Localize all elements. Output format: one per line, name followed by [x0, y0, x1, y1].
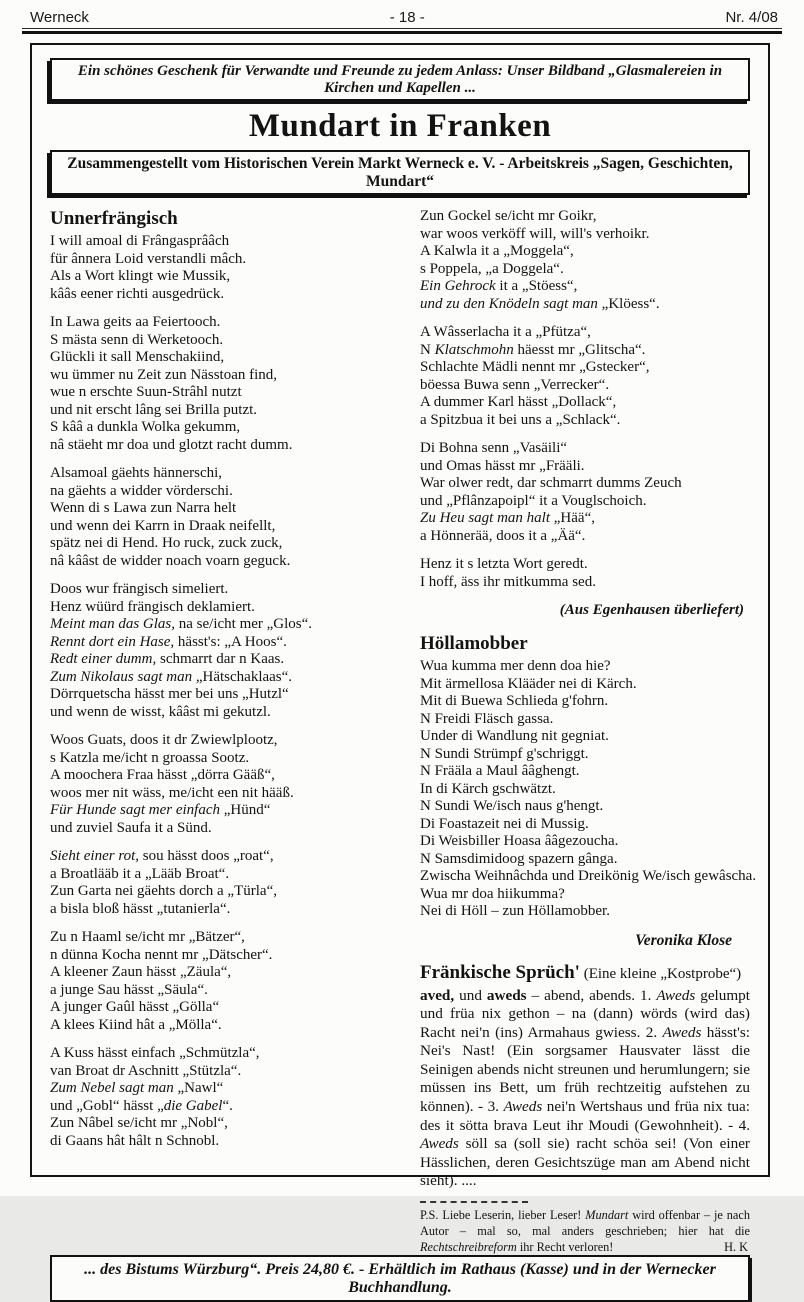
poem-line — [420, 296, 750, 314]
poem-line — [420, 903, 750, 921]
text-run: nâ stäeht mr doa und glotzt racht dumm. — [50, 436, 293, 453]
poem-line — [420, 798, 750, 816]
poem-line — [420, 359, 750, 377]
stanza — [420, 658, 757, 921]
text-run: Wua kumma mer denn doa hie? — [420, 658, 611, 674]
text-run: spätz nei di Hend. Ho ruck, zuck zuck, — [50, 535, 283, 551]
poem-line — [420, 763, 750, 781]
text-run: „Hää“, — [553, 510, 595, 526]
text-run: hässt's: Nei's Nast! (Ein sorgsamer Hausvater lässt die Seinigen abends nicht streunen und herumlungern; sie müssen ins Bett, um früh rechtzeitig aufstehen zu können). - 3. — [420, 1023, 750, 1116]
text-run: wird offenbar – je nach Autor – mal so, mal anders geschrieben; hier hat die — [420, 1208, 751, 1238]
text-run: nei'n Wertshaus und früa nix tua: des it sötta brava Leut ihr Moudi (Gewohnheit). - 4. — [420, 1098, 750, 1134]
text-run: A junger Gaûl hässt „Gölla“ — [50, 999, 220, 1015]
text-run: „Klöess“. — [601, 295, 660, 312]
poem-line — [50, 384, 408, 402]
poem-line — [50, 367, 408, 385]
poem-line — [50, 419, 408, 437]
poem-line — [50, 535, 408, 553]
text-run: a junge Sau hässt „Säula“. — [50, 981, 208, 998]
text-run: Wua mr doa hiikumma? — [420, 885, 565, 902]
masthead — [0, 0, 804, 26]
poem-line — [50, 1017, 408, 1035]
text-run: für ânnera Loid verstandli mâch. — [50, 250, 247, 267]
poem-line — [420, 377, 750, 395]
text-run: N — [420, 341, 435, 358]
poem-line — [50, 802, 408, 820]
text-run: häesst mr „Glitscha“. — [513, 341, 646, 358]
poem2-heading: Höllamobber — [420, 633, 528, 654]
stanza — [50, 581, 408, 721]
text-run: ihr Recht verloren! — [516, 1239, 614, 1254]
text-run: Henz it s letzta Wort geredt. — [420, 556, 588, 572]
stanza — [420, 324, 750, 429]
poem2-author: Veronika Klose — [635, 931, 732, 949]
poem-line — [50, 767, 408, 785]
text-run: S kââ a dunkla Wolka gekumm, — [50, 419, 241, 435]
poem-line — [50, 947, 408, 965]
stanza — [50, 1045, 408, 1150]
poem-line — [50, 732, 408, 750]
stanza — [50, 465, 408, 570]
text-run: nâ kââst de widder noach voarn geguck. — [50, 552, 291, 569]
text-run: na gäehts a widder vörderschi. — [50, 482, 233, 499]
text-run: und Omas hässt mr „Frääli. — [420, 457, 585, 474]
text-run: Meint man das Glas, — [50, 616, 175, 632]
stanza — [50, 848, 408, 918]
text-run: Nei di Höll – zun Höllamobber. — [420, 903, 610, 919]
text-run: – abend, abends. 1. — [526, 986, 657, 1004]
ps-divider — [420, 1201, 528, 1203]
stanza — [420, 556, 750, 591]
masthead-issue-number: Nr. 4/08 — [725, 9, 778, 26]
text-run: und „Pflânzapoipl“ it a Vouglschoich. — [420, 492, 647, 509]
poem-line — [50, 437, 408, 455]
poem-line — [420, 851, 750, 869]
poem-line — [50, 1098, 408, 1116]
text-run: „Hätschaklaas“. — [195, 668, 293, 685]
text-run: Zwischa Weihnâchda und Dreikönig We/isch gewâscha. — [420, 868, 757, 884]
poem-line — [420, 324, 750, 342]
text-run: Zum Nebel sagt man — [50, 1080, 178, 1096]
poem-line — [420, 658, 750, 676]
text-run: a bisla bloß hässt „tutanierla“. — [50, 900, 231, 917]
text-run: Rennt dort ein Hase, — [50, 633, 175, 650]
masthead-page-number: - 18 - — [389, 9, 425, 26]
text-run: und zu den Knödeln sagt man — [420, 295, 602, 312]
text-run: Under di Wandlung nit gegniat. — [420, 728, 609, 744]
text-run: Alsamoal gäehts hännerschi, — [50, 465, 223, 481]
sprueche-paragraph — [420, 987, 750, 1192]
text-run: na se/icht mer „Glos“. — [175, 616, 313, 632]
text-run: S mästa senn di Werketooch. — [50, 331, 224, 348]
poem-line — [50, 251, 408, 269]
poem-line — [50, 704, 408, 722]
text-run: Zun Garta nei gäehts dorch a „Türla“, — [50, 883, 277, 899]
content-frame — [30, 43, 770, 1297]
text-run: Ein Gehrock — [420, 278, 496, 294]
text-run: N Samsdimidoog spazern gânga. — [420, 850, 618, 867]
text-run: Sieht einer rot, — [50, 848, 140, 864]
text-run: A klees Kiind hât a „Mölla“. — [50, 1016, 222, 1033]
text-run: n dünna Kocha nennt mr „Dätscher“. — [50, 946, 273, 963]
text-run: Für Hunde sagt mer einfach — [50, 802, 224, 818]
text-run: s Katzla me/icht n groassa Sootz. — [50, 749, 250, 766]
masthead-rule-thin — [22, 28, 782, 29]
poem-line — [420, 868, 757, 886]
ps-initials: H. K — [724, 1239, 748, 1254]
text-run: Zun Gockel se/icht mr Goikr, — [420, 208, 597, 224]
stanza — [420, 208, 750, 313]
poem-line — [420, 886, 750, 904]
text-run: sou hässt doos „roat“, — [139, 848, 274, 864]
poem-line — [50, 686, 408, 704]
poem-line — [50, 669, 408, 687]
poem-line — [50, 1133, 408, 1151]
footer-banner: ... des Bistums Würzburg“. Preis 24,80 €. - Erhältlich im Rathaus (Kasse) und in der Wernecker Buchhandlung. — [50, 1255, 750, 1302]
poem-line — [50, 820, 408, 838]
text-run: und wenn dei Karrn in Draak neifellt, — [50, 517, 276, 534]
poem-line — [420, 711, 750, 729]
text-run: Wenn di s Lawa zun Narra helt — [50, 500, 237, 516]
stanza — [50, 732, 408, 837]
text-run: Schlachte Mädli nennt mr „Gstecker“, — [420, 359, 650, 375]
text-run: N Freidi Fläsch gassa. — [420, 710, 554, 727]
sprueche-heading-row — [420, 960, 750, 985]
masthead-location: Werneck — [30, 9, 89, 26]
text-columns — [50, 208, 757, 1255]
text-run: Als a Wort klingt wie Mussik, — [50, 268, 231, 284]
text-run: Dörrquetscha hässt mer bei uns „Hutzl“ — [50, 686, 289, 702]
text-run: böessa Buwa senn „Verrecker“. — [420, 376, 610, 393]
top-banner: Ein schönes Geschenk für Verwandte und Freunde zu jedem Anlass: Unser Bildband „Glasmalereien in Kirchen und Kapellen ... — [50, 58, 750, 101]
text-run: van Broat dr Aschnitt „Stützla“. — [50, 1062, 242, 1079]
text-run: “. — [222, 1097, 233, 1114]
text-run: Aweds — [503, 1098, 543, 1116]
poem-line — [50, 349, 408, 367]
text-run: und wenn de wisst, kââst mi gekutzl. — [50, 703, 271, 720]
text-run: und — [454, 986, 487, 1004]
poem-line — [50, 848, 408, 866]
stanza — [50, 929, 408, 1034]
text-run: Mundart — [585, 1208, 629, 1223]
poem1-left-stanzas — [50, 233, 408, 1150]
text-run: söll sa (soll sie) racht schöa sei! (Von einer Hässlichen, deren Gesichtszüge man am Abend nicht sieht). .... — [420, 1135, 750, 1190]
text-run: a Broatlääb it a „Lääb Broat“. — [50, 865, 230, 882]
text-run: Klatschmohn — [434, 341, 514, 358]
text-run: hässt's: „A Hoos“. — [174, 633, 287, 650]
poem-line — [420, 833, 750, 851]
text-run: Rechtschreibreform — [420, 1239, 517, 1254]
poem-line — [420, 728, 750, 746]
poem-line — [50, 785, 408, 803]
poem-line — [420, 208, 750, 226]
poem-line — [50, 964, 408, 982]
text-run: Zu Heu sagt man halt — [420, 510, 554, 526]
poem-line — [50, 332, 408, 350]
text-run: und zuviel Saufa it a Sünd. — [50, 819, 212, 836]
poem-line — [50, 268, 408, 286]
text-run: it a „Stöess“, — [495, 278, 578, 294]
text-run: Zu n Haaml se/icht mr „Bätzer“, — [50, 929, 245, 945]
poem-line — [420, 676, 750, 694]
poem-line — [50, 982, 408, 1000]
poem-line — [420, 556, 750, 574]
poem-line — [420, 746, 750, 764]
poem-line — [420, 693, 750, 711]
text-run: Zum Nikolaus sagt man — [50, 668, 196, 685]
text-run: A moochera Fraa hässt „dörra Gääß“, — [50, 767, 275, 783]
text-run: aved, — [420, 986, 455, 1004]
poem2-stanzas — [420, 658, 757, 921]
poem-line — [50, 901, 408, 919]
poem-line — [50, 581, 408, 599]
text-run: N Sundi Strümpf g'schriggt. — [420, 745, 589, 762]
text-run: und „Gobl“ hässt „ — [50, 1097, 164, 1114]
text-run: aweds — [486, 986, 527, 1004]
text-run: a Hönnerää, doos it a „Ää“. — [420, 527, 586, 544]
poem-line — [50, 402, 408, 420]
poem-line — [50, 883, 408, 901]
poem-line — [50, 599, 408, 617]
poem-line — [420, 510, 750, 528]
sprueche-heading: Fränkische Sprüch' — [420, 961, 580, 983]
poem-line — [50, 634, 408, 652]
text-run: N Sundi We/isch naus g'hengt. — [420, 798, 604, 814]
text-run: P.S. Liebe Leserin, lieber Leser! — [420, 1208, 586, 1223]
text-run: In Lawa geits aa Feiertooch. — [50, 314, 221, 330]
poem-line — [420, 342, 750, 360]
text-run: Mit di Buewa Schlieda g'fohrn. — [420, 693, 609, 709]
text-run: In di Kärch gschwätzt. — [420, 780, 556, 797]
text-run: woos mer nit wäss, me/icht een nit hääß. — [50, 784, 294, 801]
text-run: Mit ärmellosa Klääder nei di Kärch. — [420, 675, 637, 692]
stanza — [50, 233, 408, 303]
text-run: Aweds — [662, 1023, 702, 1041]
sprueche-subheading: (Eine kleine „Kostprobe“) — [579, 965, 742, 982]
poem1-right-stanzas — [420, 208, 750, 591]
poem-line — [50, 866, 408, 884]
text-run: und nit erscht lâng sei Brilla putzt. — [50, 401, 258, 418]
poem-line — [50, 616, 408, 634]
poem-line — [50, 314, 408, 332]
text-run: wu ümmer nu Zeit zun Nässtoan find, — [50, 366, 278, 383]
text-run: A Kalwla it a „Moggela“, — [420, 243, 574, 259]
ps-text — [420, 1208, 750, 1254]
text-run: Doos wur frängisch simeliert. — [50, 581, 229, 597]
text-run: A kleener Zaun hässt „Zäula“, — [50, 964, 232, 980]
poem-line — [50, 999, 408, 1017]
poem-line — [420, 278, 750, 296]
masthead-rule-thick — [22, 31, 782, 34]
poem-line — [50, 483, 408, 501]
text-run: wue n erschte Suun-Strâhl nutzt — [50, 384, 242, 400]
poem-line — [420, 781, 750, 799]
text-run: War olwer redt, dar schmarrt dumms Zeuch — [420, 475, 682, 491]
text-run: A Kuss hässt einfach „Schmützla“, — [50, 1045, 260, 1061]
poem-line — [420, 412, 750, 430]
text-run: N Frääla a Maul ââghengt. — [420, 763, 580, 779]
poem-line — [420, 475, 750, 493]
poem-line — [50, 553, 408, 571]
poem-line — [50, 233, 408, 251]
poem-line — [420, 440, 750, 458]
text-run: Aweds — [656, 986, 696, 1004]
text-run: I hoff, äss ihr mitkumma sed. — [420, 573, 596, 590]
left-column — [50, 208, 408, 1161]
right-column — [420, 208, 757, 1255]
poem-line — [50, 465, 408, 483]
poem-line — [420, 226, 750, 244]
text-run: A Wâsserlacha it a „Pfütza“, — [420, 324, 591, 340]
poem-line — [420, 261, 750, 279]
text-run: Glückli it sall Menschakiind, — [50, 349, 225, 365]
poem-line — [50, 500, 408, 518]
poem-line — [50, 518, 408, 536]
ps-note — [420, 1208, 750, 1255]
poem1-attribution: (Aus Egenhausen überliefert) — [559, 602, 744, 618]
poem-line — [420, 458, 750, 476]
poem-line — [420, 394, 750, 412]
poem-line — [50, 1080, 408, 1098]
poem-line — [50, 1115, 408, 1133]
poem-line — [50, 1063, 408, 1081]
text-run: a Spitzbua it bei uns a „Schlack“. — [420, 411, 621, 428]
subtitle-banner: Zusammengestellt vom Historischen Verein Markt Werneck e. V. - Arbeitskreis „Sagen, Geschichten, Mundart“ — [50, 150, 750, 195]
text-run: Woos Guats, doos it dr Zwiewlplootz, — [50, 732, 278, 748]
text-run: gelumpt und früa nix gethon – na (dann) wörds (wird das) Racht nei'n (ins) Armahaus gwiess. 2. — [420, 986, 750, 1041]
text-run: Henz wüürd frängisch deklamiert. — [50, 598, 255, 615]
page-title: Mundart in Franken — [248, 108, 552, 144]
stanza — [50, 314, 408, 454]
text-run: Di Weisbiller Hoasa ââgezoucha. — [420, 833, 619, 849]
text-run: „Hünd“ — [223, 802, 271, 818]
text-run: A dummer Karl hässt „Dollack“, — [420, 394, 617, 410]
poem-line — [50, 286, 408, 304]
text-run: schmarrt dar n Kaas. — [156, 651, 285, 667]
text-run: I will amoal di Frângasprââch — [50, 233, 230, 249]
poem-line — [50, 750, 408, 768]
text-run: war woos verköff will, will's verhoikr. — [420, 225, 650, 242]
poem1-heading: Unnerfrängisch — [50, 208, 178, 229]
text-run: Zun Nâbel se/icht mr „Nobl“, — [50, 1115, 228, 1131]
text-run: „Nawl“ — [177, 1080, 224, 1096]
text-run: die Gabel — [163, 1097, 223, 1114]
text-run: s Poppela, „a Doggela“. — [420, 260, 564, 277]
text-run: di Gaans hât hâlt n Schnobl. — [50, 1132, 220, 1149]
text-run: Redt einer dumm, — [50, 651, 157, 667]
stanza — [420, 440, 750, 545]
text-run: kââs eener richti ausgedrück. — [50, 285, 225, 302]
text-run: Di Foastazeit nei di Mussig. — [420, 815, 589, 832]
poem-line — [50, 1045, 408, 1063]
poem-line — [50, 929, 408, 947]
poem-line — [50, 651, 408, 669]
poem-line — [420, 493, 750, 511]
poem-line — [420, 243, 750, 261]
text-run: Di Bohna senn „Vasäili“ — [420, 440, 568, 456]
poem-line — [420, 816, 750, 834]
poem-line — [420, 574, 750, 592]
poem-line — [420, 528, 750, 546]
text-run: Aweds — [420, 1135, 459, 1153]
